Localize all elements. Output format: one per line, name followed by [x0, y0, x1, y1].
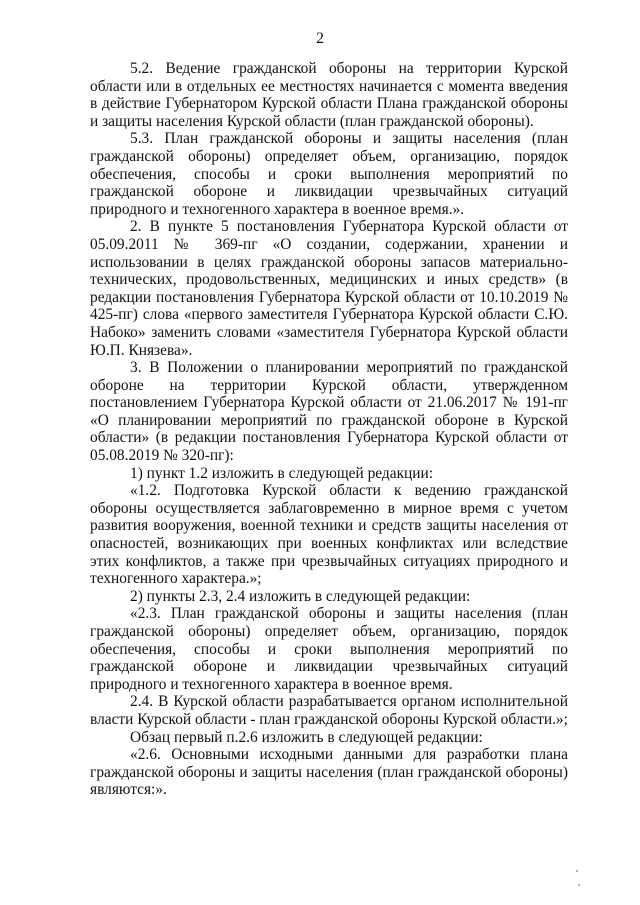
paragraph-2-4: 2.4. В Курской области разрабатывается органом исполнительной власти Курской области - план гражданской обороны Курской области.»; — [90, 693, 568, 728]
paragraph-subitem-1: 1) пункт 1.2 изложить в следующей редакции: — [130, 464, 434, 482]
document-body — [90, 60, 568, 799]
paragraph-5-3: 5.3. План гражданской обороны и защиты населения (план гражданской обороны) определяет объем, организацию, порядок обеспечения, способы и сроки выполнения мероприятий по гражданской обороне и ликвидации чрезвычайных ситуаций природного и техногенного характера в военное время.». — [90, 130, 568, 218]
scan-speck — [576, 870, 578, 872]
paragraph-2-3: «2.3. План гражданской обороны и защиты населения (план гражданской обороны) определяет объем, организацию, порядок обеспечения, способы и сроки выполнения мероприятий по гражданской обороне и ликвидации чрезвычайных ситуаций природного и техногенного характера в военное время. — [90, 605, 568, 693]
paragraph-abzats-2-6: Обзац первый п.2.6 изложить в следующей редакции: — [130, 728, 483, 746]
paragraph-2-6: «2.6. Основными исходными данными для разработки плана гражданской обороны и защиты населения (план гражданской обороны) являются:». — [90, 746, 568, 799]
paragraph-1-2: «1.2. Подготовка Курской области к ведению гражданской обороны осуществляется заблаговременно в мирное время с учетом развития вооружения, военной техники и средств защиты населения от опасностей, возникающих при военных конфликтах или вследствие этих конфликтов, а также при чрезвычайных ситуациях природного и техногенного характера.»; — [90, 482, 568, 588]
scan-speck — [578, 884, 580, 886]
page-number: 2 — [316, 30, 324, 47]
paragraph-5-2: 5.2. Ведение гражданской обороны на территории Курской области или в отдельных ее местностях начинается с момента введения в действие Губернатором Курской области Плана гражданской обороны и защиты населения Курской области (план гражданской обороны). — [90, 60, 568, 130]
paragraph-subitem-2: 2) пункты 2.3, 2.4 изложить в следующей редакции: — [130, 587, 471, 605]
paragraph-item-2: 2. В пункте 5 постановления Губернатора Курской области от 05.09.2011 № 369-пг «О создании, содержании, хранении и использовании в целях гражданской обороны запасов материально- технических, продовольственных, медицинских и иных средств» (в редакции постановления Губернатора Курской области от 10.10.2019 № 425-пг) слова «первого заместителя Губернатора Курской области С.Ю. Набоко» заменить словами «заместителя Губернатора Курской области Ю.П. Князева». — [90, 218, 568, 359]
paragraph-item-3: 3. В Положении о планировании мероприятий по гражданской обороне на территории Курской области, утвержденном постановлением Губернатора Курской области от 21.06.2017 № 191-пг «О планировании мероприятий по гражданской обороне в Курской области» (в редакции постановления Губернатора Курской области от 05.08.2019 № 320-пг): — [90, 359, 568, 465]
